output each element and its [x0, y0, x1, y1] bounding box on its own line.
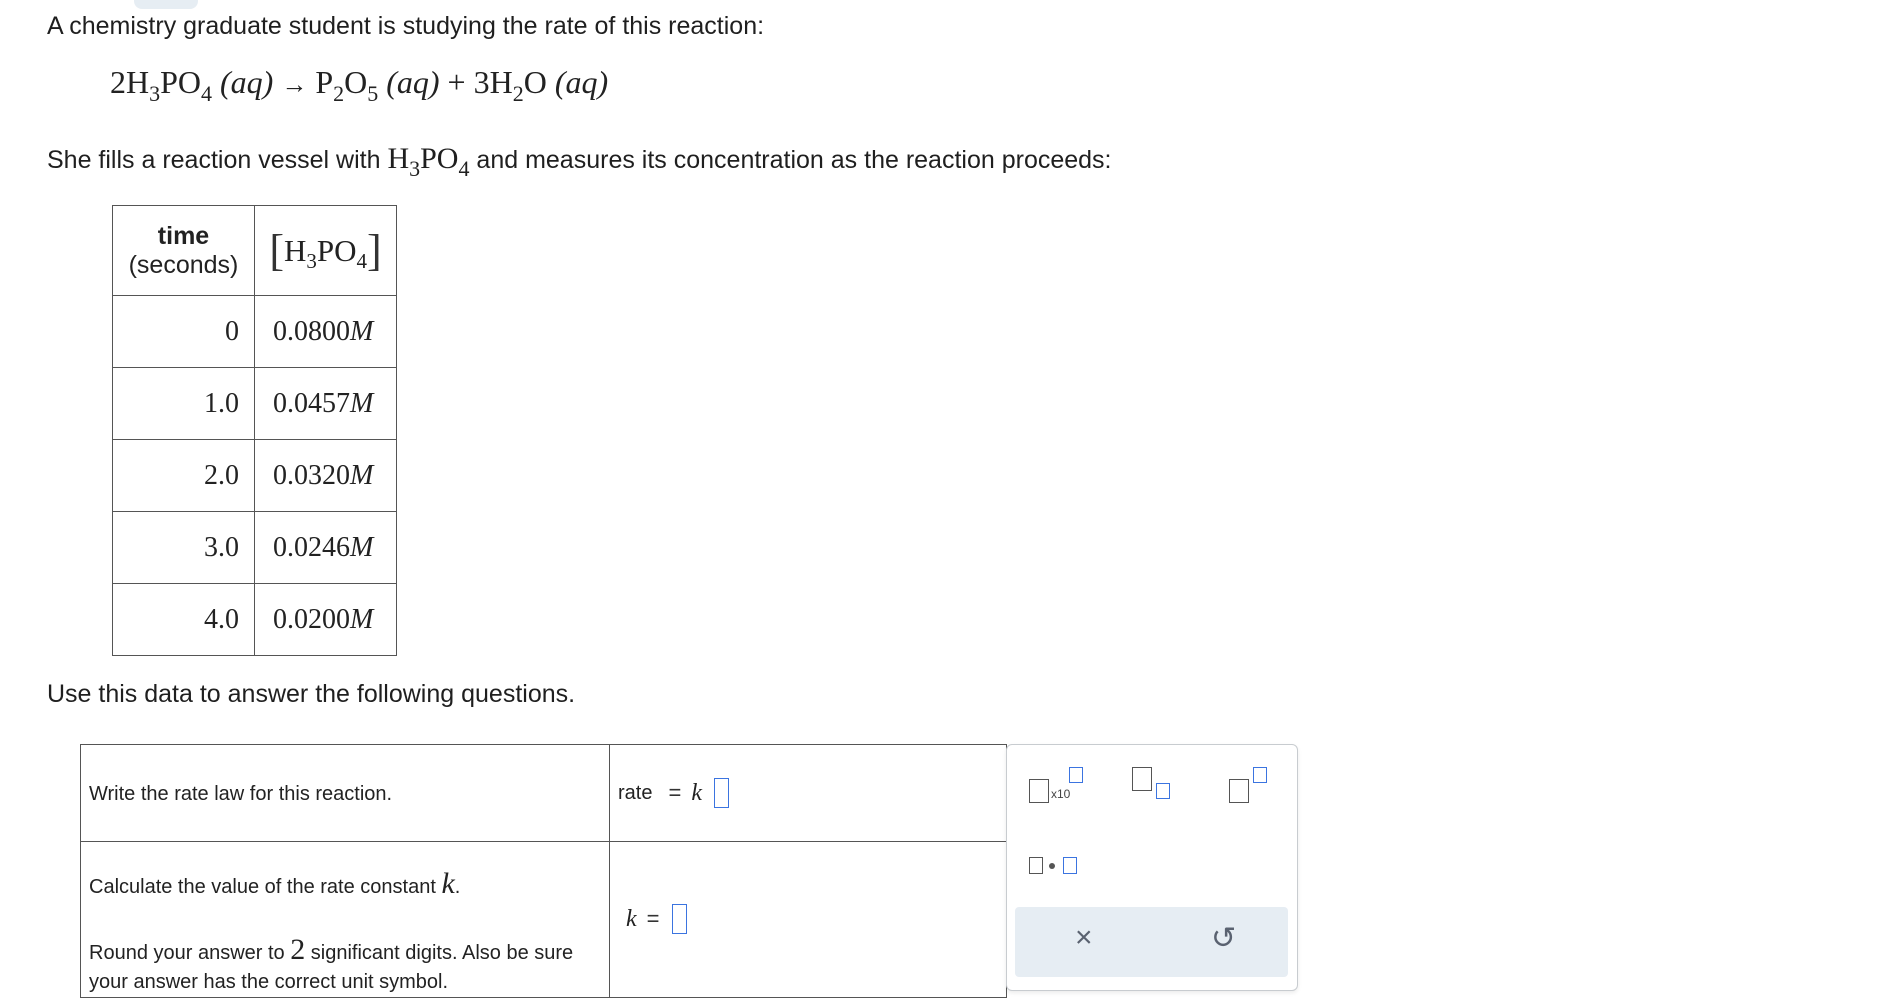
table-header-row — [113, 206, 397, 296]
question-row-rate-law — [81, 745, 1007, 842]
top-tab-indicator — [134, 0, 198, 9]
action-bar — [1015, 907, 1288, 977]
dot-icon — [1049, 863, 1055, 869]
time-cell: 4.0 — [113, 584, 255, 656]
question-cell — [81, 745, 610, 842]
reaction-equation: $2H_3PO_4$ $(aq) \to P_2O_5$ $(aq) + 3H_2O$ (aq) — [110, 64, 609, 106]
square-icon — [1029, 779, 1049, 803]
conc-cell: 0.0800M — [255, 296, 397, 368]
square-icon — [1063, 857, 1077, 874]
rate-label: rate — [618, 781, 653, 804]
time-cell: 1.0 — [113, 368, 255, 440]
exponent-square-icon — [1069, 767, 1083, 783]
table-row — [113, 296, 397, 368]
question-rate-law: Write the rate law for this reaction. — [89, 783, 393, 805]
question-rounding-note: Round your answer to 2 significant digits. Also be sure your answer has the correct unit symbol. — [89, 933, 574, 993]
math-tool-palette — [1006, 744, 1298, 991]
conc-cell: 0.0457M — [255, 368, 397, 440]
time-cell: 2.0 — [113, 440, 255, 512]
clear-icon[interactable]: × — [1075, 921, 1093, 954]
undo-icon[interactable]: ↺ — [1211, 922, 1237, 955]
subscript-button[interactable] — [1132, 767, 1177, 803]
concentration-data-table — [112, 205, 397, 656]
conc-cell: 0.0200M — [255, 584, 397, 656]
table-row — [113, 584, 397, 656]
header-concentration: $[H_3PO_4]$ — [255, 206, 397, 296]
superscript-button[interactable] — [1229, 767, 1274, 803]
time-cell: 0 — [113, 296, 255, 368]
reaction-arrow: → — [281, 70, 308, 99]
question-row-rate-constant — [81, 842, 1007, 998]
rate-constant-input[interactable] — [672, 904, 687, 934]
answer-cell-k: k = — [610, 842, 1007, 998]
inline-formula: $H_3PO_4$ — [387, 142, 470, 181]
conc-cell: 0.0320M — [255, 440, 397, 512]
superscript-square-icon — [1253, 767, 1267, 783]
multiply-dot-button[interactable] — [1029, 855, 1079, 879]
question-rate-constant: Calculate the value of the rate constant k. — [89, 867, 461, 900]
table-row — [113, 368, 397, 440]
table-row — [113, 512, 397, 584]
scientific-notation-button[interactable]: x10 — [1029, 767, 1089, 803]
table-row — [113, 440, 397, 512]
square-icon — [1132, 767, 1152, 791]
header-time: time (seconds) — [113, 206, 255, 296]
rate-law-input[interactable] — [714, 778, 729, 808]
square-icon — [1029, 857, 1043, 874]
instructions-text: Use this data to answer the following questions. — [47, 680, 576, 708]
conc-cell: 0.0246M — [255, 512, 397, 584]
time-cell: 3.0 — [113, 512, 255, 584]
intro-line-2: She fills a reaction vessel with $H_3PO_4$ and measures its concentration as the reaction proceeds: — [47, 142, 1112, 181]
subscript-square-icon — [1156, 783, 1170, 799]
questions-table — [80, 744, 1007, 998]
intro-line-1: A chemistry graduate student is studying the rate of this reaction: — [47, 12, 765, 40]
question-cell — [81, 842, 610, 998]
answer-cell-rate: rate = k — [610, 745, 1007, 842]
square-icon — [1229, 779, 1249, 803]
